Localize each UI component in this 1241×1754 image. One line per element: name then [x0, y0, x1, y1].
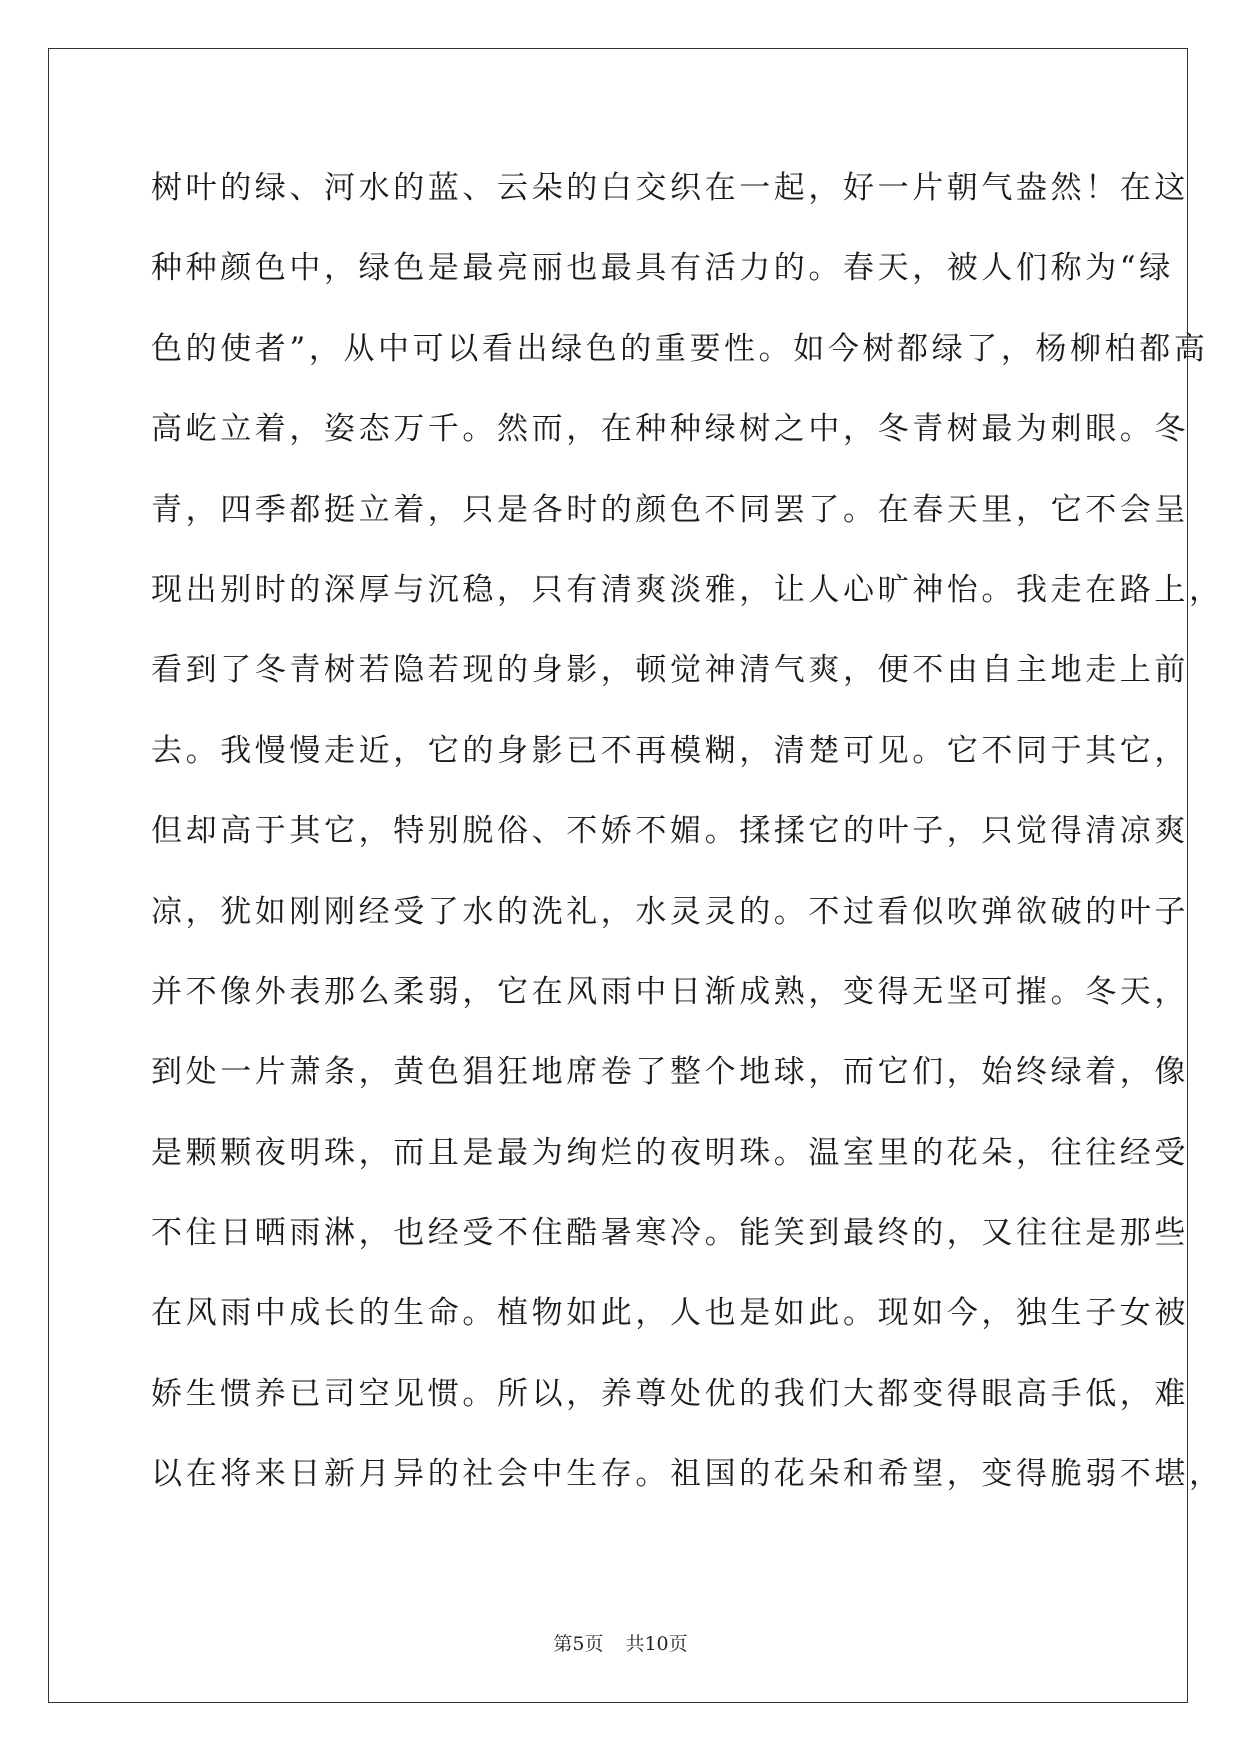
text-line: 娇生惯养已司空见惯。所以，养尊处优的我们大都变得眼高手低，难 — [151, 1375, 1189, 1412]
body-text — [151, 157, 1224, 1524]
text-line: 不住日晒雨淋，也经受不住酷暑寒冷。能笑到最终的，又往往是那些 — [151, 1215, 1189, 1252]
text-line: 是颗颗夜明珠，而且是最为绚烂的夜明珠。温室里的花朵，往往经受 — [151, 1134, 1189, 1171]
text-line: 以在将来日新月异的社会中生存。祖国的花朵和希望，变得脆弱不堪， — [151, 1456, 1224, 1493]
text-line: 在风雨中成长的生命。植物如此，人也是如此。现如今，独生子女被 — [151, 1295, 1189, 1332]
text-line: 并不像外表那么柔弱，它在风雨中日渐成熟，变得无坚可摧。冬天， — [151, 973, 1189, 1010]
text-line: 种种颜色中，绿色是最亮丽也最具有活力的。春天，被人们称为“绿 — [151, 250, 1174, 287]
text-line: 青，四季都挺立着，只是各时的颜色不同罢了。在春天里，它不会呈 — [151, 491, 1189, 528]
text-line: 到处一片萧条，黄色猖狂地席卷了整个地球，而它们，始终绿着，像 — [151, 1054, 1189, 1091]
text-line: 去。我慢慢走近，它的身影已不再模糊，清楚可见。它不同于其它， — [151, 732, 1189, 769]
page-number: 第5页 — [553, 1633, 604, 1655]
text-line: 树叶的绿、河水的蓝、云朵的白交织在一起，好一片朝气盎然！在这 — [151, 170, 1189, 206]
page-total: 共10页 — [625, 1633, 688, 1655]
text-line: 高屹立着，姿态万千。然而，在种种绿树之中，冬青树最为刺眼。冬 — [151, 411, 1189, 448]
text-line: 但却高于其它，特别脱俗、不娇不媚。揉揉它的叶子，只觉得清凉爽 — [151, 813, 1189, 850]
text-line: 现出别时的深厚与沉稳，只有清爽淡雅，让人心旷神怡。我走在路上， — [151, 571, 1224, 608]
text-line: 看到了冬青树若隐若现的身影，顿觉神清气爽，便不由自主地走上前 — [151, 652, 1189, 689]
text-line: 凉，犹如刚刚经受了水的洗礼，水灵灵的。不过看似吹弹欲破的叶子 — [151, 893, 1189, 930]
text-line: 色的使者”，从中可以看出绿色的重要性。如今树都绿了，杨柳柏都高 — [151, 330, 1209, 367]
page-footer — [0, 1632, 1241, 1656]
